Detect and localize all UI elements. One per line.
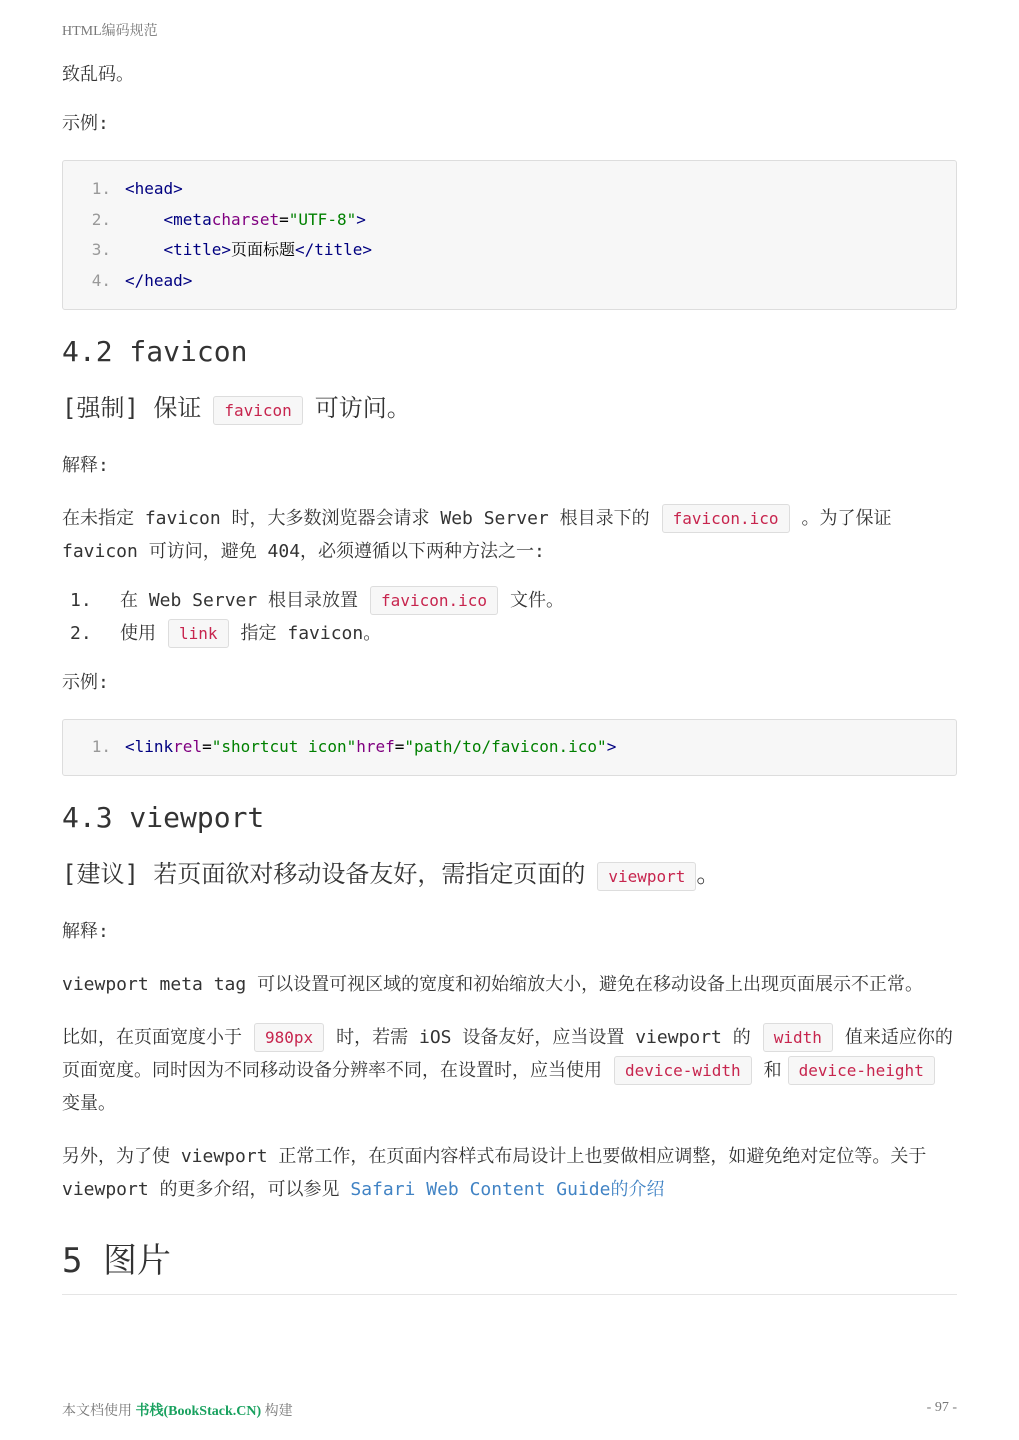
paragraph-text: 另外，为了使 viewport 正常工作，在页面内容样式布局设计上也要做相应调整，如避免绝对定位等。关于 viewport 的更多介绍，可以参见 bbox=[62, 1145, 927, 1200]
line-number: 4. bbox=[91, 270, 111, 290]
paragraph-viewport-2 bbox=[62, 1021, 957, 1120]
code-tag: > bbox=[356, 209, 366, 229]
code-attr: rel bbox=[173, 737, 203, 756]
code-tag: <meta bbox=[163, 209, 212, 229]
code-line bbox=[63, 266, 956, 297]
example-label: 示例: bbox=[62, 113, 109, 134]
list-text: 使用 bbox=[120, 623, 156, 644]
code-tag: <link bbox=[125, 737, 174, 756]
line-number: 1. bbox=[91, 179, 111, 198]
rule-suffix: 可访问。 bbox=[314, 394, 411, 422]
inline-code: width bbox=[763, 1023, 833, 1052]
footer-text: 构建 bbox=[264, 1404, 293, 1419]
paragraph-text: 在未指定 favicon 时，大多数浏览器会请求 Web Server 根目录下的 bbox=[62, 508, 650, 529]
code-line bbox=[63, 205, 956, 236]
explain-label: 解释: bbox=[62, 455, 109, 476]
inline-code: link bbox=[168, 619, 229, 648]
code-attr: charset bbox=[211, 209, 280, 229]
list-text: 文件。 bbox=[510, 590, 565, 611]
code-text: 页面标题 bbox=[230, 240, 295, 259]
list-number: 2. bbox=[70, 623, 92, 644]
paragraph-text: 。为了保证 favicon 可访问，避免 404，必须遵循以下两种方法之一: bbox=[62, 508, 892, 562]
footer-text: 本文档使用 bbox=[62, 1404, 132, 1419]
inline-code: device-height bbox=[788, 1056, 935, 1085]
section-heading-images: 5 图片 bbox=[62, 1236, 957, 1295]
code-tag: </title> bbox=[294, 240, 373, 259]
code-indent bbox=[125, 205, 164, 236]
paragraph-text: 变量。 bbox=[62, 1092, 116, 1114]
rule-suffix: 。 bbox=[696, 859, 721, 888]
code-tag: <head> bbox=[125, 179, 183, 198]
code-string: "shortcut icon" bbox=[211, 737, 357, 756]
example-label: 示例: bbox=[62, 672, 109, 693]
page-number: - 97 - bbox=[926, 1400, 957, 1415]
inline-code: device-width bbox=[614, 1056, 752, 1085]
favicon-methods-list bbox=[62, 584, 957, 650]
safari-guide-link[interactable]: Safari Web Content Guide的介绍 bbox=[350, 1178, 665, 1200]
inline-code: favicon.ico bbox=[662, 504, 790, 533]
inline-code: 980px bbox=[254, 1023, 324, 1052]
code-tag: > bbox=[606, 737, 617, 756]
code-attr: href bbox=[356, 737, 395, 756]
paragraph-text: 和 bbox=[763, 1059, 782, 1081]
code-eq: = bbox=[279, 209, 289, 229]
paragraph-viewport-1: viewport meta tag 可以设置可视区域的宽度和初始缩放大小，避免在移动设备上出现页面展示不正常。 bbox=[62, 973, 924, 995]
running-header: HTML编码规范 bbox=[62, 24, 158, 39]
rule-heading-favicon bbox=[62, 388, 957, 431]
list-text: 指定 favicon。 bbox=[240, 623, 382, 644]
line-number: 1. bbox=[91, 737, 111, 756]
rule-heading-viewport bbox=[62, 854, 957, 897]
paragraph-viewport-3 bbox=[62, 1140, 957, 1206]
list-text: 在 Web Server 根目录放置 bbox=[120, 590, 359, 611]
code-tag: <title> bbox=[163, 240, 231, 259]
code-block-head bbox=[62, 160, 957, 310]
explain-label: 解释: bbox=[62, 920, 109, 942]
paragraph-text: 时，若需 iOS 设备友好，应当设置 viewport 的 bbox=[336, 1026, 751, 1048]
footer-brand[interactable]: 书栈(BookStack.CN) bbox=[135, 1404, 262, 1419]
list-item bbox=[62, 584, 957, 617]
code-line bbox=[63, 235, 956, 266]
section-heading-favicon: 4.2 favicon bbox=[62, 335, 248, 368]
code-tag: </head> bbox=[125, 270, 193, 290]
rule-prefix: [强制] 保证 bbox=[62, 394, 202, 422]
list-number: 1. bbox=[70, 590, 92, 611]
code-string: "path/to/favicon.ico" bbox=[404, 737, 607, 756]
rule-prefix: [建议] 若页面欲对移动设备友好，需指定页面的 bbox=[62, 859, 586, 888]
paragraph-tail: 致乱码。 bbox=[62, 64, 134, 85]
inline-code: favicon.ico bbox=[370, 586, 498, 615]
code-line: 1. <link rel = "shortcut icon" href = "path/to/favicon.ico" > bbox=[63, 732, 956, 763]
section-heading-viewport: 4.3 viewport bbox=[62, 800, 265, 834]
paragraph-text: 值来适应你的页面宽度。同时因为不同移动设备分辨率不同，在设置时，应当使用 bbox=[62, 1026, 953, 1081]
paragraph-text: 比如，在页面宽度小于 bbox=[62, 1026, 242, 1048]
code-string: "UTF-8" bbox=[288, 209, 357, 229]
paragraph-favicon bbox=[62, 502, 957, 568]
line-number: 2. bbox=[91, 209, 111, 229]
footer-credit bbox=[62, 1400, 293, 1420]
line-number: 3. bbox=[91, 240, 111, 259]
list-item bbox=[62, 617, 957, 650]
code-line bbox=[63, 174, 956, 205]
inline-code: viewport bbox=[597, 862, 696, 891]
code-block-favicon bbox=[62, 719, 957, 776]
document-body bbox=[62, 58, 957, 1295]
code-indent bbox=[125, 235, 164, 266]
inline-code: favicon bbox=[213, 396, 302, 425]
